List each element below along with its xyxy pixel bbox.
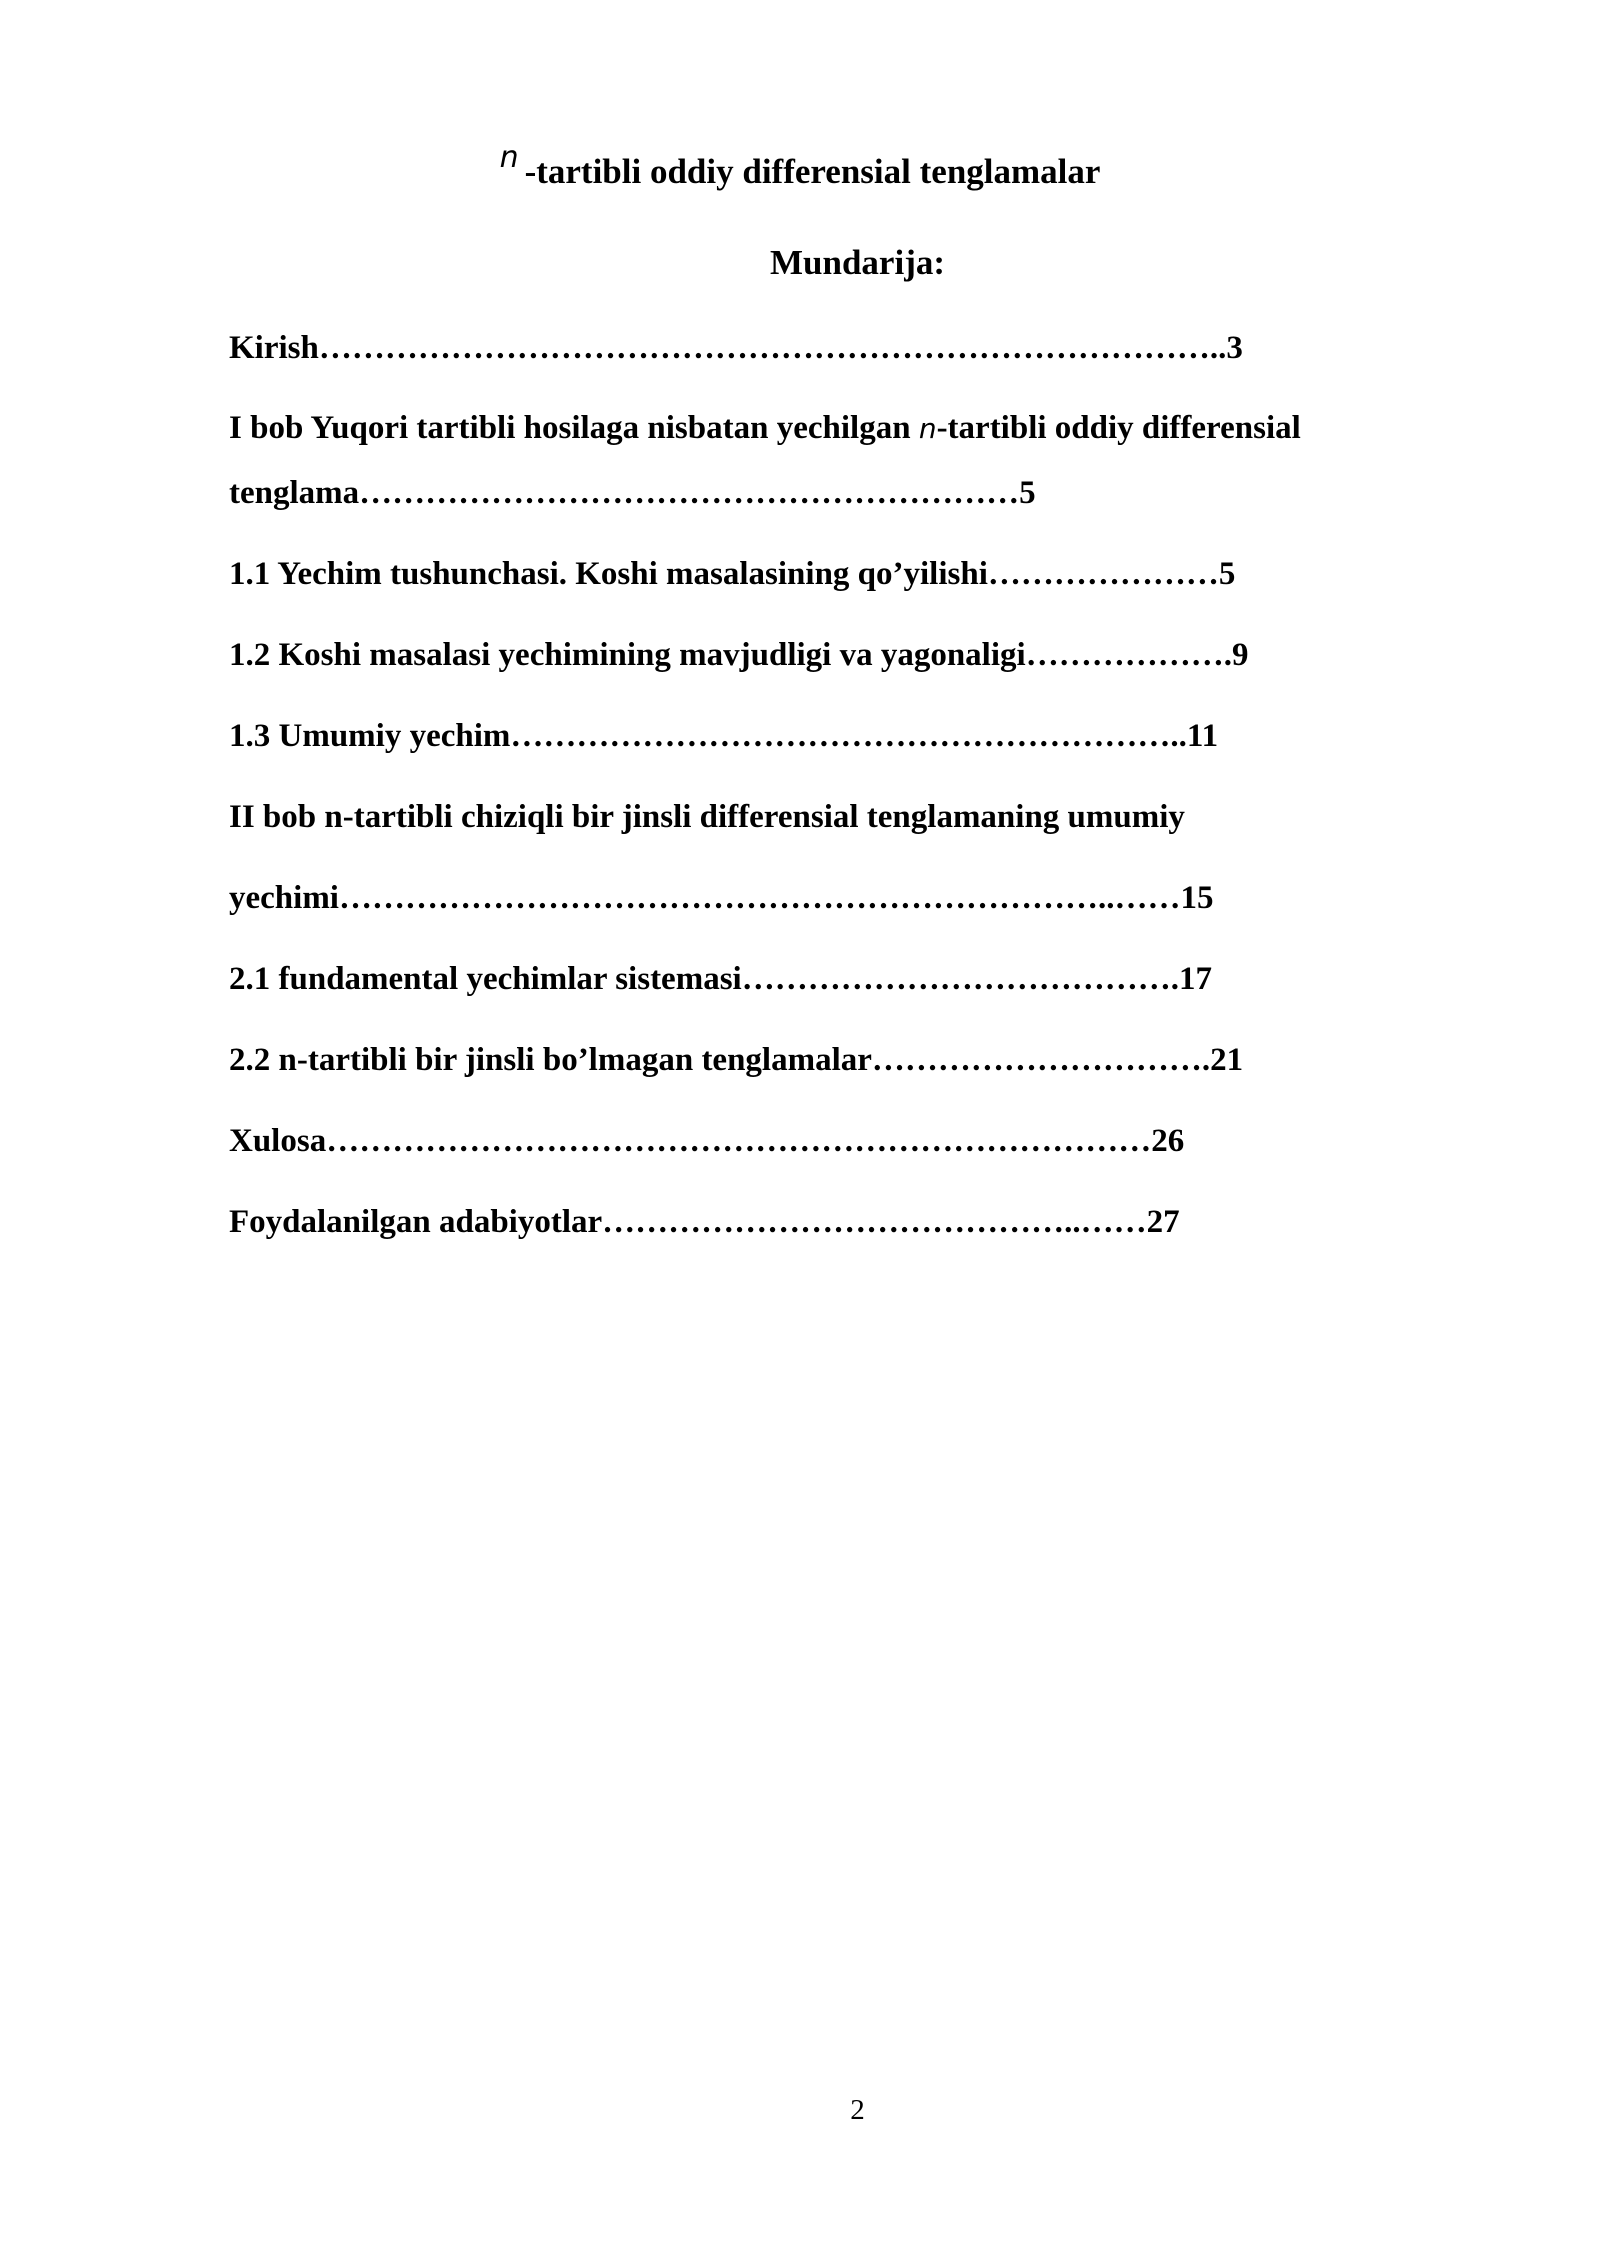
toc-heading: Mundarija: bbox=[770, 243, 945, 282]
page-number: 2 bbox=[850, 2094, 865, 2126]
toc-entry-kirish[interactable]: Kirish………………………………………………………………………..3 bbox=[229, 330, 1243, 366]
toc-entry-variable-n: n bbox=[918, 412, 937, 445]
toc-entry-chapter-1-text-end: -tartibli oddiy differensial bbox=[936, 410, 1301, 446]
title-variable-n: n bbox=[499, 140, 519, 175]
toc-entry-2-1[interactable]: 2.1 fundamental yechimlar sistemasi………………………………….17 bbox=[229, 961, 1212, 997]
toc-entry-xulosa[interactable]: Xulosa…………………………………………………………………26 bbox=[229, 1123, 1185, 1159]
toc-entry-1-2[interactable]: 1.2 Koshi masalasi yechimining mavjudligi va yagonaligi……………….9 bbox=[229, 637, 1249, 673]
toc-entry-adabiyotlar[interactable]: Foydalanilgan adabiyotlar……………………………………..……27 bbox=[229, 1204, 1180, 1240]
toc-entry-chapter-2[interactable]: II bob n-tartibli chiziqli bir jinsli differensial tenglamaning umumiy bbox=[229, 799, 1185, 835]
toc-entry-chapter-1-cont[interactable]: tenglama……………………………………………………5 bbox=[229, 475, 1036, 511]
toc-entry-1-3[interactable]: 1.3 Umumiy yechim……………………………………………………..11 bbox=[229, 718, 1219, 754]
title-text: -tartibli oddiy differensial tenglamalar bbox=[524, 152, 1101, 191]
toc-entry-chapter-1-text: I bob Yuqori tartibli hosilaga nisbatan yechilgan bbox=[229, 410, 919, 446]
toc-entry-1-1[interactable]: 1.1 Yechim tushunchasi. Koshi masalasining qo’yilishi…………………5 bbox=[229, 556, 1236, 592]
page-title bbox=[0, 140, 1600, 192]
toc-entry-chapter-1[interactable] bbox=[229, 410, 1301, 447]
toc-entry-chapter-2-cont[interactable]: yechimi……………………………………………………………..……15 bbox=[229, 880, 1214, 916]
toc-entry-2-2[interactable]: 2.2 n-tartibli bir jinsli bo’lmagan tenglamalar………………………….21 bbox=[229, 1042, 1244, 1078]
